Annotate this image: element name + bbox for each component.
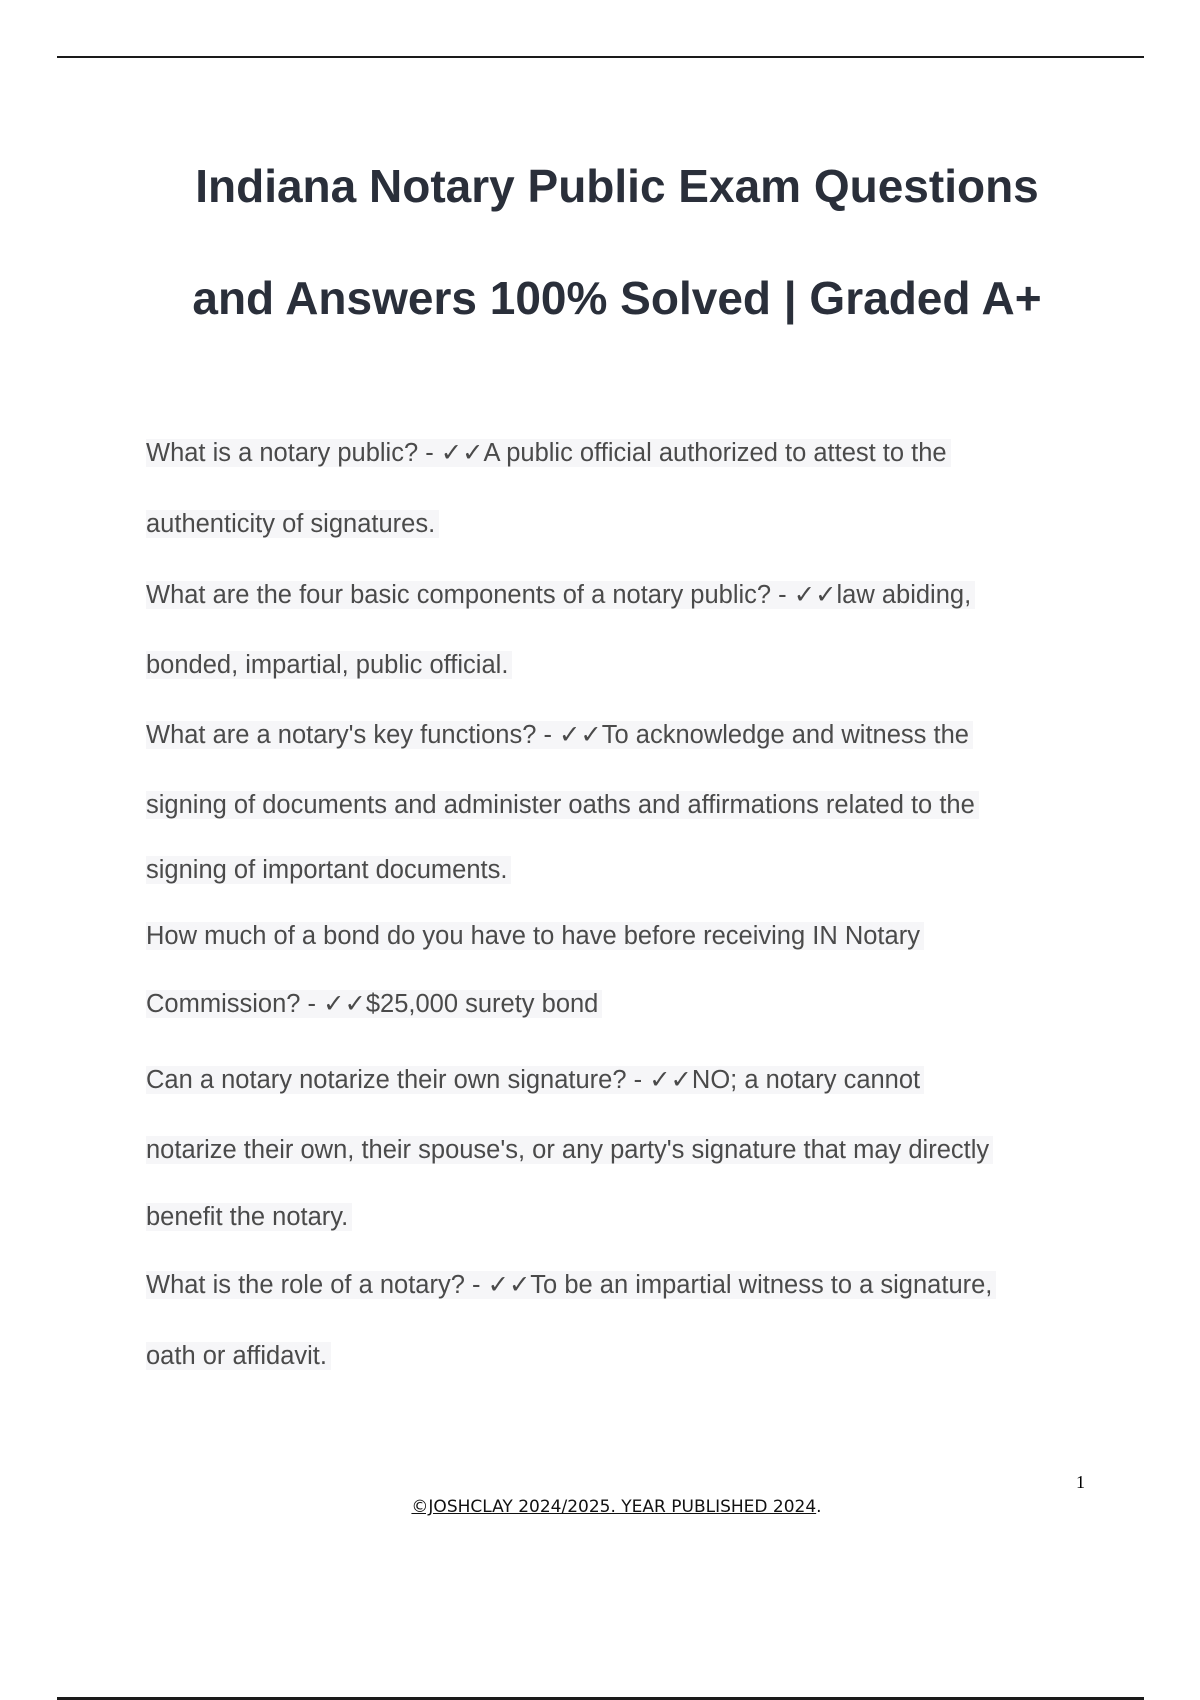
copyright-text: ©JOSHCLAY 2024/2025. YEAR PUBLISHED 2024 [411,1497,817,1517]
qa-line: notarize their own, their spouse's, or any party's signature that may directly [146,1131,993,1169]
qa-line: What is the role of a notary? - ✓✓To be an impartial witness to a signature, [146,1266,996,1304]
qa-line: oath or affidavit. [146,1337,331,1375]
qa-line: What is a notary public? - ✓✓A public official authorized to attest to the [146,434,951,472]
qa-line: What are a notary's key functions? - ✓✓To acknowledge and witness the [146,716,973,754]
title-line-1: Indiana Notary Public Exam Questions [195,160,1039,212]
copyright-footer [0,1497,1200,1517]
qa-line: benefit the notary. [146,1198,352,1236]
qa-line: Can a notary notarize their own signature? - ✓✓NO; a notary cannot [146,1061,924,1099]
page-number: 1 [1076,1472,1085,1492]
qa-line: authenticity of signatures. [146,505,439,543]
qa-line: How much of a bond do you have to have before receiving IN Notary [146,917,924,955]
qa-line: Commission? - ✓✓$25,000 surety bond [146,985,602,1023]
qa-line: signing of important documents. [146,851,511,889]
document-title [100,130,1134,354]
qa-line: What are the four basic components of a notary public? - ✓✓law abiding, [146,576,975,614]
footer-suffix: . [816,1497,822,1517]
title-line-2: and Answers 100% Solved | Graded A+ [192,272,1042,324]
qa-line: bonded, impartial, public official. [146,646,512,684]
qa-line: signing of documents and administer oaths and affirmations related to the [146,786,979,824]
top-rule [57,56,1144,58]
